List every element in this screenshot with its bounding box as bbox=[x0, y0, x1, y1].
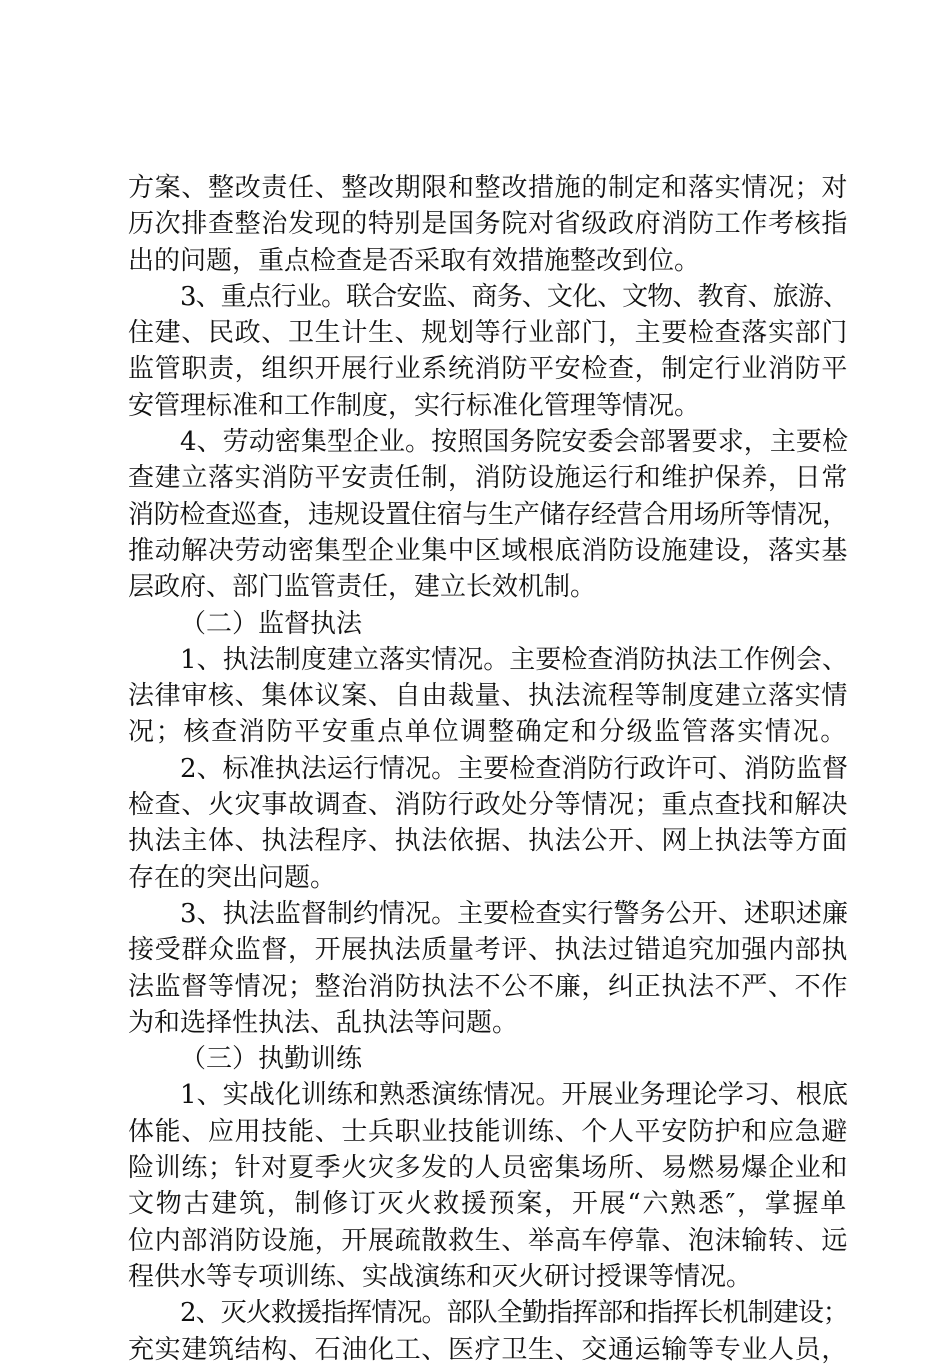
text-line: 体能、应用技能、士兵职业技能训练、个人平安防护和应急避 bbox=[128, 1116, 848, 1147]
text-line: （二）监督执法 bbox=[180, 608, 363, 639]
text-line: 为和选择性执法、乱执法等问题。 bbox=[128, 1007, 519, 1038]
text-line: 程供水等专项训练、实战演练和灭火研讨授课等情况。 bbox=[128, 1261, 753, 1292]
text-line: 2、标准执法运行情况。主要检查消防行政许可、消防监督 bbox=[180, 753, 848, 784]
text-line: 推动解决劳动密集型企业集中区域根底消防设施建设，落实基 bbox=[128, 535, 848, 566]
text-line: 法律审核、集体议案、自由裁量、执法流程等制度建立落实情 bbox=[128, 681, 848, 712]
text-line: 安管理标准和工作制度，实行标准化管理等情况。 bbox=[128, 390, 701, 421]
text-line: 文物古建筑，制修订灭火救援预案，开展“六熟悉″，掌握单 bbox=[128, 1189, 848, 1220]
text-line: 方案、整改责任、整改期限和整改措施的制定和落实情况；对 bbox=[128, 173, 848, 203]
text-line: 2、灭火救援指挥情况。部队全勤指挥部和指挥长机制建设； bbox=[180, 1298, 848, 1329]
text-line: 接受群众监督，开展执法质量考评、执法过错追究加强内部执 bbox=[128, 935, 848, 966]
text-line: 充实建筑结构、石油化工、医疗卫生、交通运输等专业人员， bbox=[128, 1334, 848, 1365]
text-line: 出的问题，重点检查是否采取有效措施整改到位。 bbox=[128, 245, 701, 276]
text-line: 况；核查消防平安重点单位调整确定和分级监管落实情况。 bbox=[128, 717, 848, 748]
text-line: 检查、火灾事故调查、消防行政处分等情况；重点查找和解决 bbox=[128, 790, 848, 821]
text-line: 1、执法制度建立落实情况。主要检查消防执法工作例会、 bbox=[180, 644, 848, 675]
text-line: 监管职责，组织开展行业系统消防平安检查，制定行业消防平 bbox=[128, 354, 848, 385]
text-line: 消防检查巡查，违规设置住宿与生产储存经营合用场所等情况， bbox=[128, 499, 848, 530]
text-line: 住建、民政、卫生计生、规划等行业部门，主要检查落实部门 bbox=[128, 318, 848, 349]
text-line: 4、劳动密集型企业。按照国务院安委会部署要求，主要检 bbox=[180, 427, 848, 458]
text-line: 3、重点行业。联合安监、商务、文化、文物、教育、旅游、 bbox=[180, 281, 848, 312]
text-line: 3、执法监督制约情况。主要检查实行警务公开、述职述廉 bbox=[180, 898, 848, 929]
text-line: 执法主体、执法程序、执法依据、执法公开、网上执法等方面 bbox=[128, 826, 848, 857]
document-body bbox=[128, 170, 848, 1368]
text-line: 历次排查整治发现的特别是国务院对省级政府消防工作考核指 bbox=[128, 209, 848, 240]
text-line: 位内部消防设施，开展疏散救生、举高车停靠、泡沫输转、远 bbox=[128, 1225, 848, 1256]
text-line: 险训练；针对夏季火灾多发的人员密集场所、易燃易爆企业和 bbox=[128, 1153, 848, 1184]
text-line: 层政府、部门监管责任，建立长效机制。 bbox=[128, 572, 597, 603]
text-line: 法监督等情况；整治消防执法不公不廉，纠正执法不严、不作 bbox=[128, 971, 848, 1002]
text-line: 查建立落实消防平安责任制，消防设施运行和维护保养，日常 bbox=[128, 463, 848, 494]
text-line: 存在的突出问题。 bbox=[128, 862, 337, 893]
text-line: （三）执勤训练 bbox=[180, 1044, 363, 1075]
text-line: 1、实战化训练和熟悉演练情况。开展业务理论学习、根底 bbox=[180, 1080, 848, 1111]
